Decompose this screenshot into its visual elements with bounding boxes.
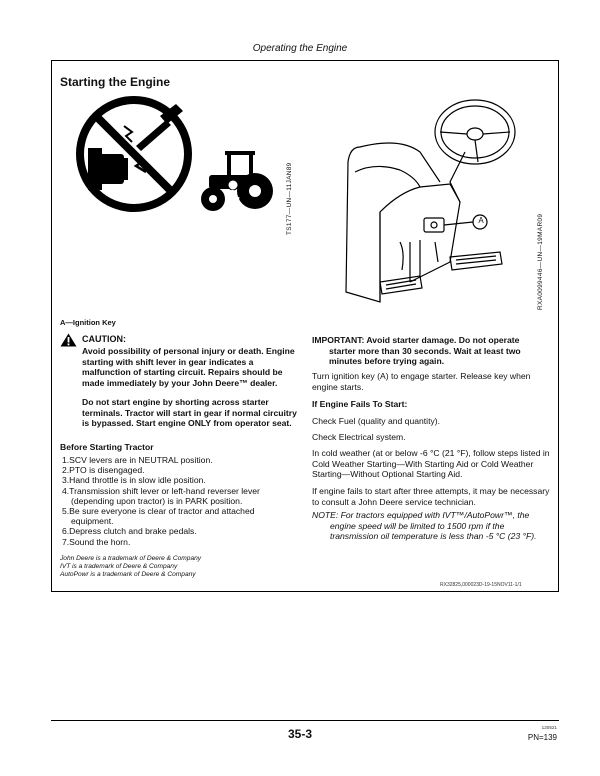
check-fuel-text: Check Fuel (quality and quantity).	[312, 416, 441, 426]
important-notice: IMPORTANT: Avoid starter damage. Do not operate starter more than 30 seconds. Wait at least two minutes before trying again.	[312, 335, 521, 367]
tractor-icon	[195, 145, 275, 215]
reference-code: RX32825,000023D-19-15NOV11-1/1	[440, 582, 522, 588]
list-item: 5.Be sure everyone is clear of tractor and attached equipment.	[62, 506, 255, 527]
date-code: 120521	[541, 725, 557, 730]
list-item: 6.Depress clutch and brake pedals.	[62, 526, 197, 537]
before-starting-heading: Before Starting Tractor	[60, 442, 154, 452]
caution-heading: CAUTION:	[82, 334, 126, 344]
list-item: 7.Sound the horn.	[62, 536, 131, 547]
footer-divider	[51, 720, 559, 721]
caution-paragraph-1: Avoid possibility of personal injury or death. Engine starting with shift lever in gear indicates a malfunction of starting circuit. Repairs should be made immediately by your John Deere™ dealer.	[82, 346, 295, 388]
list-item: 4.Transmission shift lever or left-hand reverser lever (depending upon tractor) is in PARK position.	[62, 485, 260, 506]
console-figure-code: RXA0099446—UN—19MAR09	[537, 213, 544, 310]
ignition-console-illustration	[340, 92, 520, 312]
if-fails-heading: If Engine Fails To Start:	[312, 399, 408, 409]
no-shorting-warning-icon	[76, 96, 192, 212]
list-item: 3.Hand throttle is in slow idle position.	[62, 475, 206, 486]
three-attempts-text: If engine fails to start after three attempts, it may be necessary to consult a John Deere service technician.	[312, 486, 550, 507]
running-header: Operating the Engine	[252, 43, 348, 54]
section-title: Starting the Engine	[60, 75, 171, 89]
page-number: 35-3	[287, 727, 313, 741]
before-starting-steps	[62, 455, 307, 547]
callout-a-label: A	[478, 216, 484, 225]
trademark-note: IVT is a trademark of Deere & Company	[60, 563, 178, 570]
check-electrical-text: Check Electrical system.	[312, 432, 406, 442]
list-item: 2.PTO is disengaged.	[62, 465, 145, 476]
ivt-note: NOTE: For tractors equipped with IVT™/AutoPowr™, the engine speed will be limited to 1500 rpm if the transmission oil temperature is less than -5 °C (23 °F).	[312, 510, 537, 542]
pn-number: PN=139	[527, 733, 557, 742]
list-item: 1.SCV levers are in NEUTRAL position.	[62, 455, 213, 465]
caution-paragraph-2: Do not start engine by shorting across starter terminals. Tractor will start in gear if normal circuitry is bypassed. Start engine ONLY from operator seat.	[82, 397, 297, 429]
cold-weather-text: In cold weather (at or below -6 °C (21 °F), follow steps listed in Cold Weather Starting—With Starting Aid or Cold Weather Starting—Without Optional Starting Aid.	[312, 448, 550, 480]
figure-caption: A—Ignition Key	[60, 318, 116, 327]
warning-figure-code: TS177—UN—11JAN89	[286, 162, 293, 235]
turn-key-instruction: Turn ignition key (A) to engage starter. Release key when engine starts.	[312, 371, 531, 392]
trademark-note: John Deere is a trademark of Deere & Company	[60, 555, 202, 562]
trademark-note: AutoPowr is a trademark of Deere & Company	[60, 571, 196, 578]
caution-triangle-icon	[60, 333, 77, 347]
